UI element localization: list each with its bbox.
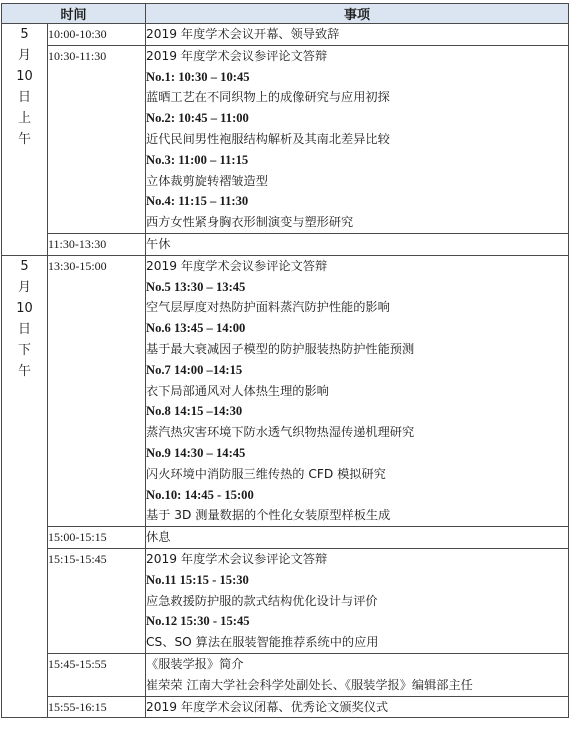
day-char: 5 [20, 27, 29, 42]
item-text: 闪火环境中消防服三维传热的 CFD 模拟研究 [146, 466, 386, 481]
day-char: 下 [17, 342, 31, 358]
session-time-label: No.10: 14:45 - 15:00 [146, 487, 254, 502]
schedule-row [2, 548, 569, 653]
afternoon-day-cell [2, 255, 48, 718]
item-text: 蓝晒工艺在不同织物上的成像研究与应用初探 [146, 90, 390, 105]
item-text: 2019 年度学术会议参评论文答辩 [146, 551, 328, 566]
time-slot: 10:00-10:30 [48, 24, 146, 46]
schedule-body [2, 24, 569, 718]
header-row [2, 4, 569, 24]
schedule-row [2, 255, 569, 526]
item-text: 应急救援防护服的款式结构优化设计与评价 [146, 593, 378, 608]
schedule-row [2, 527, 569, 549]
day-char: 10 [16, 69, 33, 84]
header-item: 事项 [146, 4, 569, 24]
item-text: 基于最大衰减因子模型的防护服装热防护性能预测 [146, 341, 415, 356]
item-cell [146, 696, 569, 718]
session-time-label: No.12 15:30 - 15:45 [146, 614, 250, 629]
day-char: 日 [17, 321, 31, 337]
item-cell [146, 233, 569, 255]
time-slot: 10:30-11:30 [48, 45, 146, 233]
day-char: 月 [17, 48, 31, 63]
item-text: 休息 [146, 530, 171, 545]
day-char: 10 [16, 300, 33, 316]
time-slot: 15:00-15:15 [48, 527, 146, 549]
item-text: 午休 [146, 236, 171, 251]
session-time-label: No.1: 10:30 – 10:45 [146, 69, 250, 84]
session-time-label: No.5 13:30 – 13:45 [146, 279, 246, 294]
time-slot: 13:30-15:00 [48, 255, 146, 526]
schedule-row [2, 696, 569, 718]
time-slot: 15:15-15:45 [48, 548, 146, 653]
item-text: 蒸汽热灾害环境下防水透气织物热湿传递机理研究 [146, 425, 415, 440]
item-text: 崔荣荣 江南大学社会科学处副处长、《服装学报》编辑部主任 [146, 677, 473, 692]
item-text: 空气层厚度对热防护面料蒸汽防护性能的影响 [146, 300, 390, 315]
schedule-row [2, 45, 569, 233]
item-text: 基于 3D 测量数据的个性化女装原型样板生成 [146, 508, 391, 523]
item-text: 2019 年度学术会议参评论文答辩 [146, 48, 328, 63]
day-char: 月 [17, 279, 31, 295]
item-text: 近代民间男性袍服结构解析及其南北差异比较 [146, 131, 390, 146]
item-cell [146, 527, 569, 549]
day-char: 午 [17, 363, 31, 379]
session-time-label: No.3: 11:00 – 11:15 [146, 152, 249, 167]
schedule-row [2, 653, 569, 696]
item-cell [146, 653, 569, 696]
item-text: 2019 年度学术会议闭幕、优秀论文颁奖仪式 [146, 699, 389, 714]
item-cell [146, 255, 569, 526]
time-slot: 15:55-16:15 [48, 696, 146, 718]
item-text: CS、SO 算法在服装智能推荐系统中的应用 [146, 635, 379, 650]
header-time: 时间 [2, 4, 146, 24]
item-cell [146, 548, 569, 653]
item-cell [146, 45, 569, 233]
session-time-label: No.6 13:45 – 14:00 [146, 321, 246, 336]
day-char: 5 [20, 258, 29, 274]
item-text: 《服装学报》简介 [146, 656, 244, 671]
day-char: 午 [17, 132, 31, 147]
morning-day-cell [2, 24, 48, 256]
session-time-label: No.9 14:30 – 14:45 [146, 445, 246, 460]
day-char: 日 [17, 90, 31, 105]
item-text: 2019 年度学术会议开幕、领导致辞 [146, 27, 340, 41]
schedule-row [2, 24, 569, 46]
time-slot: 11:30-13:30 [48, 233, 146, 255]
schedule-table [1, 3, 569, 718]
session-time-label: No.11 15:15 - 15:30 [146, 572, 249, 587]
schedule-row [2, 233, 569, 255]
session-time-label: No.8 14:15 –14:30 [146, 404, 243, 419]
day-char: 上 [17, 111, 31, 126]
item-text: 2019 年度学术会议参评论文答辩 [146, 258, 328, 273]
session-time-label: No.4: 11:15 – 11:30 [146, 194, 249, 209]
session-time-label: No.7 14:00 –14:15 [146, 362, 243, 377]
session-time-label: No.2: 10:45 – 11:00 [146, 111, 249, 126]
item-text: 立体裁剪旋转褶皱造型 [146, 173, 268, 188]
time-slot: 15:45-15:55 [48, 653, 146, 696]
item-cell [146, 24, 569, 46]
item-text: 西方女性紧身胸衣形制演变与塑形研究 [146, 215, 354, 230]
item-text: 衣下局部通风对人体热生理的影响 [146, 383, 329, 398]
